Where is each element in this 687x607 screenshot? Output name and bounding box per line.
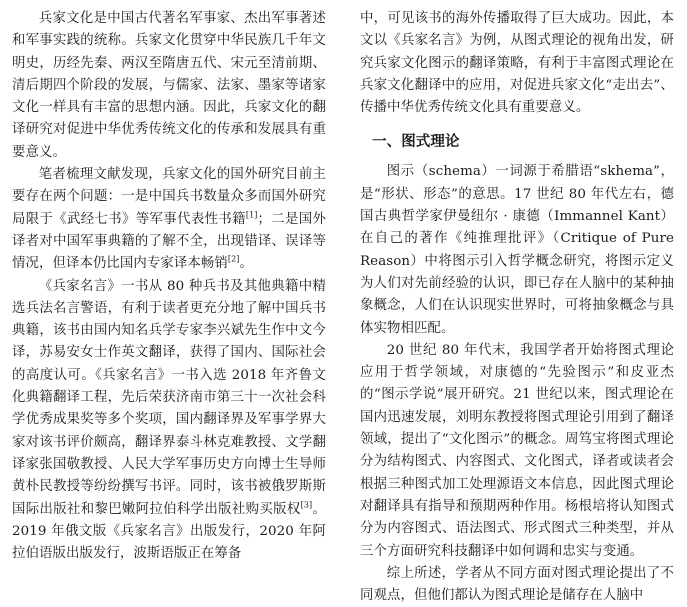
schema-origin-paragraph: 图示（schema）一词源于希腊语“skhema”，是“形状、形态”的意思。17 世纪 80 年代左右，德国古典哲学家伊曼纽尔 · 康德（Immannel Kant）在自己的著作《纯推理批评》（Critique of Pure Reason）中将图示引入哲学概念研究，将图示定义为人们对先前经验的认识，即已存在人脑中的某种抽象概念，人们在认识现实世界时，可将抽象概念与具体实物相匹配。 (360, 164, 674, 336)
schema-development-paragraph: 20 世纪 80 年代末，我国学者开始将图式理论应用于哲学领域，对康德的“先验图示”和皮亚杰的“图示学说”展开研究。21 世纪以来，图式理论在国内迅速发展，刘明东教授将图式理论引用到了翻译领域，提出了“文化图示”的概念。周笃宝将图式理论分为结构图式、内容图式、文化图式，译者或读者会根据三种图式加工处理源语文本信息，因此图式理论对翻译具有指导和预期两种作用。杨根培将认知图式分为内容图式、语法图式、形式图式三种类型，并从三个方面研究科技翻译中如何调和忠实与变通。 (360, 342, 674, 559)
intro-paragraph: 兵家文化是中国古代著名军事家、杰出军事著述和军事实践的统称。兵家文化贯穿中华民族几千年文明史，历经先秦、两汉至隋唐五代、宋元至清前期、清后期四个阶段的发展，与儒家、法家、墨家等诸家文化一样具有丰富的思想内涵。因此，兵家文化的翻译研究对促进中华优秀传统文化的传承和发展具有重要意义。 (12, 11, 326, 160)
literature-review-text-2: ；二是国外译者对中国军事典籍的了解不全，出现错译、误译等情况，但译本仍比国内专家译本畅销 (12, 211, 326, 272)
book-introduction-text-2: 。2019 年俄文版《兵家名言》出版发行，2020 年阿拉伯语版出版发行，波斯语版正在筹备 (12, 501, 326, 562)
book-introduction-text-1: 《兵家名言》一书从 80 种兵书及其他典籍中精选兵法名言警语，有利于读者更充分地了解中国兵书典籍，该书由国内知名兵学专家李兴斌先生作中文今译，苏易安女士作英文翻译，获得了国内、国际社会的高度认可。《兵家名言》一书入选 2018 年齐鲁文化典籍翻译工程，先后荣获济南市第三十一次社会科学优秀成果奖等多个奖项，国内翻译界及军事学界大家对该书评价颇高，翻译界泰斗林克难教授、文学翻译家张国敬教授、人民大学军事历史方向博士生导师黄朴民教授等纷纷撰写书评。同时，该书被俄罗斯斯国际出版社和黎巴嫩阿拉伯科学出版社购买版权 (12, 278, 326, 517)
right-column (360, 8, 674, 607)
book-introduction-paragraph (12, 276, 326, 566)
section-heading-schema-theory: 一、图式理论 (372, 134, 460, 151)
left-column (12, 8, 326, 565)
summary-paragraph: 综上所述，学者从不同方面对图式理论提出了不同观点，但他们都认为图式理论是储存在人脑中 (360, 565, 674, 604)
literature-review-paragraph (12, 164, 326, 275)
literature-review-text-1: 笔者梳理文献发现，兵家文化的国外研究目前主要存在两个问题：一是中国兵书数量众多而国外研究局限于《武经七书》等军事代表性书籍 (12, 167, 326, 227)
continued-paragraph: 中，可见该书的海外传播取得了巨大成功。因此，本文以《兵家名言》为例，从图式理论的视角出发，研究兵家文化图示的翻译策略，有利于丰富图式理论在兵家文化翻译中的应用，对促进兵家文化“走出去”、传播中华优秀传统文化具有重要意义。 (360, 11, 674, 116)
citation-ref-2: [2] (227, 254, 240, 264)
citation-ref-3: [3] (300, 500, 313, 510)
citation-ref-1: [1] (245, 210, 258, 220)
literature-review-text-3: 。 (239, 256, 253, 272)
